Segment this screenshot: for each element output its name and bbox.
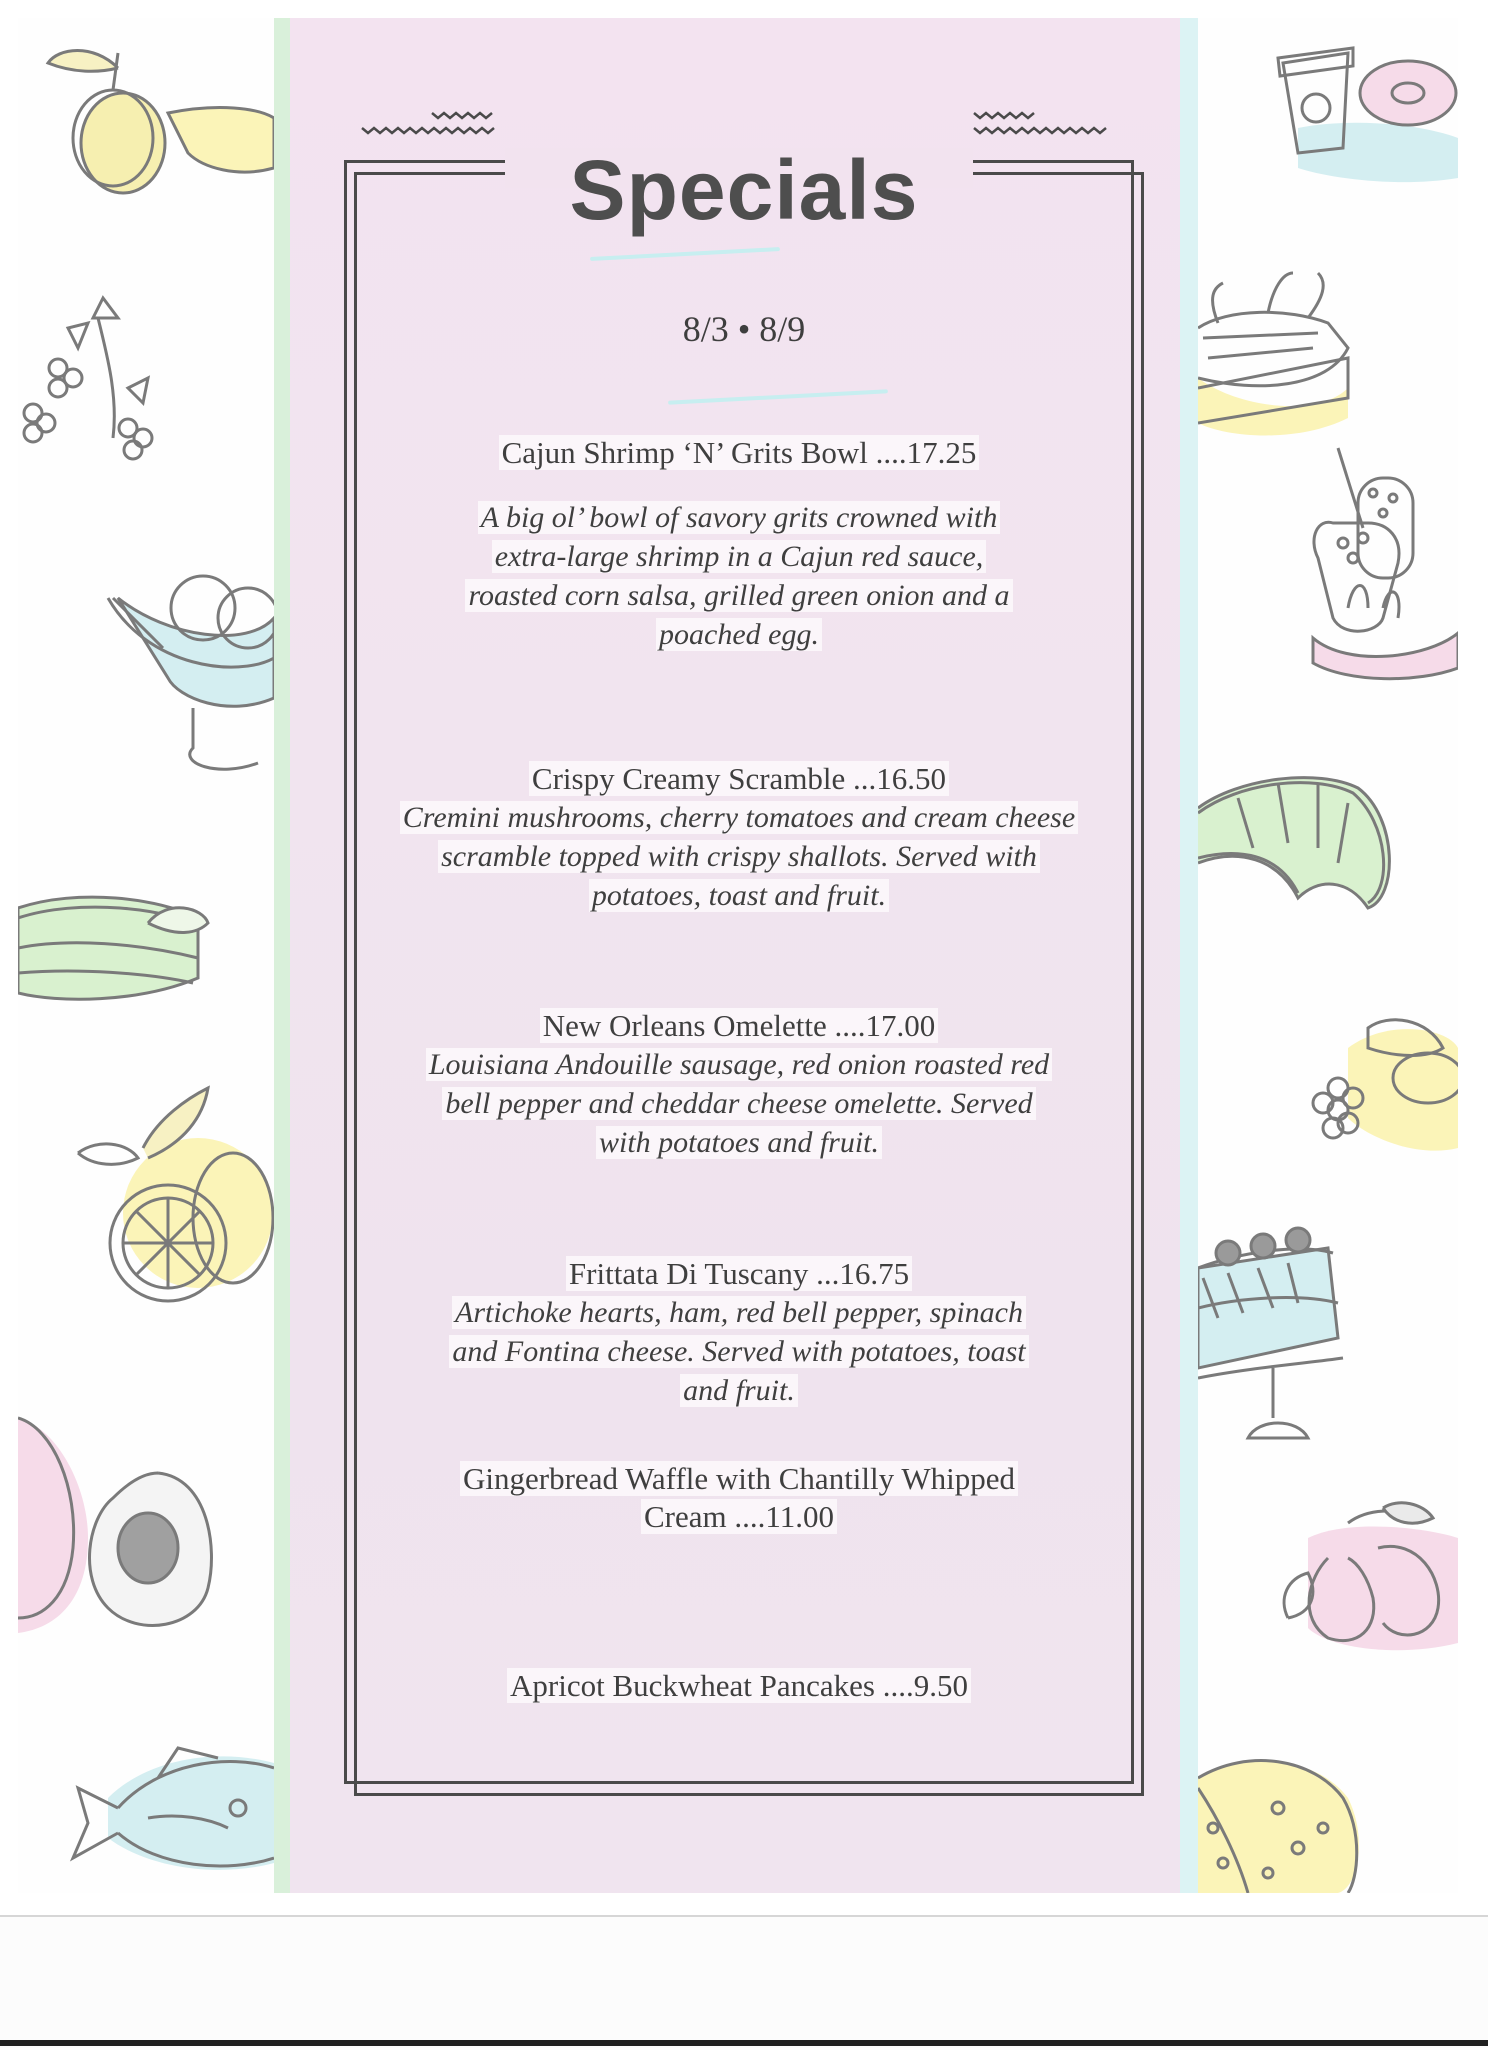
frame-border — [344, 160, 1134, 1784]
left-decor-panel — [18, 18, 274, 1893]
item-description: Cremini mushrooms, cherry tomatoes and cream cheese scramble topped with crispy shallots. Served with potatoes, toast and fruit. — [400, 801, 1078, 912]
item-name: Apricot Buckwheat Pancakes ....9.50 — [507, 1668, 971, 1703]
card-edge-right — [1180, 18, 1198, 1893]
squiggle-right-icon — [972, 108, 1114, 142]
item-description: A big ol’ bowl of savory grits crowned with extra-large shrimp in a Cajun red sauce, roasted corn salsa, grilled green onion and a poached egg. — [465, 501, 1012, 651]
scan-edge — [0, 2040, 1488, 2046]
card-edge-left — [274, 18, 290, 1893]
sandwich-icon — [18, 897, 208, 999]
cake-stand-icon — [1198, 1228, 1343, 1438]
item-name: Cajun Shrimp ‘N’ Grits Bowl ....17.25 — [499, 435, 980, 470]
right-decor-panel — [1198, 18, 1458, 1893]
item-name: Crispy Creamy Scramble ...16.50 — [529, 761, 949, 796]
item-description: Artichoke hearts, ham, red bell pepper, spinach and Fontina cheese. Served with potatoes, toast and fruit. — [449, 1296, 1028, 1407]
menu-item — [344, 1255, 1134, 1410]
cheese-icon — [1198, 1761, 1359, 1893]
squiggle-left-icon — [360, 108, 502, 142]
menu-item — [344, 1667, 1134, 1705]
roast-chicken-icon — [1198, 273, 1348, 436]
fish-icon — [73, 1748, 274, 1870]
item-name: Gingerbread Waffle with Chantilly Whipped Cream ....11.00 — [460, 1461, 1018, 1534]
scan-margin — [0, 1915, 1488, 2048]
salt-pepper-icon — [1313, 448, 1458, 679]
menu-item — [344, 1460, 1134, 1536]
menu-item — [344, 434, 1134, 654]
menu-item — [344, 760, 1134, 915]
pears-icon — [1284, 1503, 1458, 1650]
fruit-bowl-icon — [1313, 1020, 1458, 1151]
ice-cream-sundae-icon — [108, 576, 274, 769]
lemon-icon — [78, 1088, 273, 1301]
menu-item — [344, 1007, 1134, 1162]
croissant-icon — [1198, 778, 1389, 908]
avocado-icon — [18, 1418, 211, 1633]
date-range: 8/3 • 8/9 — [682, 309, 806, 349]
item-name: New Orleans Omelette ....17.00 — [540, 1008, 939, 1043]
menu-title: Specials — [569, 143, 919, 237]
item-description: Louisiana Andouille sausage, red onion roasted red bell pepper and cheddar cheese omelette. Served with potatoes and fruit. — [426, 1048, 1052, 1159]
item-name: Frittata Di Tuscany ...16.75 — [566, 1256, 912, 1291]
